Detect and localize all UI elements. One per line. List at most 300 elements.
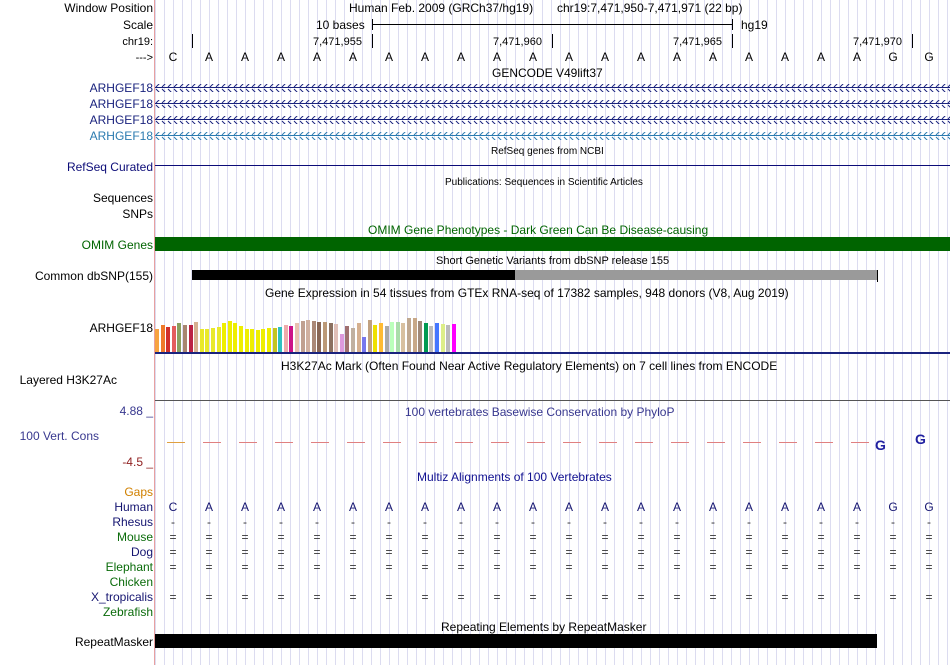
xtrop-align-cell: = [817,590,825,604]
human-base: A [744,500,753,514]
dog-align-cell: = [277,545,285,559]
dbsnp-title: Short Genetic Variants from dbSNP release 155 [436,255,670,267]
dog-align-cell: = [709,545,717,559]
rhesus-align-cell: - [567,515,571,529]
human-base: G [924,500,934,514]
rhesus-align-cell: - [747,515,751,529]
transcript-4 [155,132,950,140]
elephant-align-cell: = [781,560,789,574]
dog-align-cell: = [601,545,609,559]
phylop-score-mark [167,442,185,443]
gtex-tissue-bar[interactable] [446,325,450,352]
xtrop-align-cell: = [205,590,213,604]
ruler-tick-2 [552,34,553,48]
xtrop-align-cell: = [565,590,573,604]
dbsnp-variant-end [877,270,878,282]
sequence-base: A [528,50,537,64]
phylop-title: 100 vertebrates Basewise Conservation by PhyloP [405,405,675,419]
xtrop-align-cell: = [457,590,465,604]
refseq-title: RefSeq genes from NCBI [491,146,604,157]
gtex-baseline [155,352,950,354]
label-layered-h3k27ac[interactable]: Layered H3K27Ac [19,373,117,387]
elephant-align-cell: = [925,560,933,574]
sequence-base: A [492,50,501,64]
sequence-base: A [312,50,321,64]
sequence-base: G [888,50,898,64]
sequence-base: A [744,50,753,64]
ruler-assembly: Human Feb. 2009 (GRCh37/hg19) [349,1,534,15]
gtex-tissue-bar[interactable] [306,320,310,352]
sequence-base: A [780,50,789,64]
gtex-tissue-bar[interactable] [385,326,389,352]
track-image[interactable] [155,0,950,665]
elephant-align-cell: = [313,560,321,574]
label-strand-arrow: ---> [135,52,153,64]
human-base: G [888,500,898,514]
track-labels [0,0,153,665]
gtex-bar-chart[interactable] [155,300,555,352]
xtrop-align-cell: = [493,590,501,604]
human-base: A [312,500,321,514]
phylop-score-mark [635,442,653,443]
sequence-base: A [348,50,357,64]
label-scale: Scale [122,18,153,32]
elephant-align-cell: = [421,560,429,574]
phylop-logo-g2: G [915,431,926,447]
xtrop-align-cell: = [889,590,897,604]
rhesus-align-cell: - [675,515,679,529]
mouse-align-cell: = [457,530,465,544]
gtex-tissue-bar[interactable] [273,328,277,352]
dog-align-cell: = [493,545,501,559]
gtex-tissue-bar[interactable] [334,324,338,352]
ruler-coord-4: 7,471,970 [853,36,902,48]
label-repeatmasker[interactable]: RepeatMasker [74,635,153,649]
phylop-score-mark [563,442,581,443]
dog-align-cell: = [745,545,753,559]
xtrop-align-cell: = [241,590,249,604]
phylop-score-mark [455,442,473,443]
sequence-base: A [204,50,213,64]
gtex-tissue-bar[interactable] [401,323,405,352]
rhesus-align-cell: - [243,515,247,529]
phylop-score-mark [779,442,797,443]
sequence-base: C [168,50,178,64]
gtex-tissue-bar[interactable] [295,323,299,352]
mouse-align-cell: = [853,530,861,544]
dog-align-cell: = [205,545,213,559]
dog-align-cell: = [781,545,789,559]
mouse-align-cell: = [421,530,429,544]
gtex-tissue-bar[interactable] [340,334,344,352]
human-base: A [456,500,465,514]
label-sequences[interactable]: Sequences [92,191,153,205]
gtex-tissue-bar[interactable] [323,322,327,352]
ruler-coord-3: 7,471,965 [673,36,722,48]
mouse-align-cell: = [493,530,501,544]
gtex-tissue-bar[interactable] [189,325,193,352]
rhesus-align-cell: - [423,515,427,529]
gtex-tissue-bar[interactable] [301,321,305,352]
human-base: A [384,500,393,514]
xtrop-align-cell: = [601,590,609,604]
human-base: A [492,500,501,514]
gene-label-arhgef18-1[interactable]: ARHGEF18 [89,81,153,95]
mouse-align-cell: = [745,530,753,544]
mouse-align-cell: = [601,530,609,544]
species-rhesus: Rhesus [112,515,153,529]
sequence-base: A [672,50,681,64]
dog-align-cell: = [925,545,933,559]
gtex-tissue-bar[interactable] [177,323,181,352]
xtrop-align-cell: = [745,590,753,604]
gtex-tissue-bar[interactable] [418,321,422,352]
sequence-base: A [636,50,645,64]
xtrop-align-cell: = [277,590,285,604]
ruler-coord-2: 7,471,960 [493,36,542,48]
phylop-score-mark [743,442,761,443]
rhesus-align-cell: - [171,515,175,529]
phylop-score-mark [599,442,617,443]
rhesus-align-cell: - [927,515,931,529]
label-cons-max: 4.88 _ [119,404,153,418]
elephant-align-cell: = [205,560,213,574]
gtex-tissue-bar[interactable] [166,327,170,352]
xtrop-align-cell: = [853,590,861,604]
elephant-align-cell: = [745,560,753,574]
human-base: A [636,500,645,514]
rhesus-align-cell: - [855,515,859,529]
gtex-title: Gene Expression in 54 tissues from GTEx RNA-seq of 17382 samples, 948 donors (V8, Aug 2019) [265,286,789,300]
mouse-align-cell: = [889,530,897,544]
transcript-1 [155,84,950,92]
xtrop-align-cell: = [313,590,321,604]
dog-align-cell: = [457,545,465,559]
dog-align-cell: = [421,545,429,559]
gtex-tissue-bar[interactable] [161,325,165,352]
gtex-tissue-bar[interactable] [233,323,237,352]
phylop-score-mark [527,442,545,443]
label-snps[interactable]: SNPs [122,207,153,221]
gtex-tissue-bar[interactable] [261,329,265,352]
gtex-tissue-bar[interactable] [217,327,221,352]
repeatmasker-element[interactable] [155,634,877,648]
gtex-tissue-bar[interactable] [329,323,333,352]
gtex-tissue-bar[interactable] [284,325,288,352]
gtex-tissue-bar[interactable] [429,326,433,352]
phylop-score-mark [311,442,329,443]
gtex-tissue-bar[interactable] [435,323,439,352]
elephant-align-cell: = [493,560,501,574]
species-dog: Dog [130,545,153,559]
elephant-align-cell: = [385,560,393,574]
elephant-align-cell: = [673,560,681,574]
gtex-tissue-bar[interactable] [317,322,321,352]
phylop-score-mark [491,442,509,443]
mouse-align-cell: = [637,530,645,544]
mouse-align-cell: = [565,530,573,544]
gtex-tissue-bar[interactable] [183,325,187,352]
phylop-score-mark [851,442,869,443]
species-elephant: Elephant [105,560,153,574]
label-common-dbsnp[interactable]: Common dbSNP(155) [34,269,153,283]
xtrop-align-cell: = [421,590,429,604]
phylop-score-mark [815,442,833,443]
mouse-align-cell: = [205,530,213,544]
human-base: A [564,500,573,514]
sequence-base: G [924,50,934,64]
multiz-title: Multiz Alignments of 100 Vertebrates [417,470,612,484]
scale-bar-right-tick [732,19,733,30]
elephant-align-cell: = [817,560,825,574]
dog-align-cell: = [673,545,681,559]
mouse-align-cell: = [277,530,285,544]
label-gtex-gene[interactable]: ARHGEF18 [89,321,153,335]
human-base: A [816,500,825,514]
dog-align-cell: = [349,545,357,559]
species-chicken: Chicken [109,575,153,589]
xtrop-align-cell: = [781,590,789,604]
h3k27ac-baseline [155,400,950,401]
omim-title: OMIM Gene Phenotypes - Dark Green Can Be Disease-causing [368,223,709,237]
elephant-align-cell: = [529,560,537,574]
phylop-logo-g1: G [875,437,886,453]
human-base: A [708,500,717,514]
human-base: A [240,500,249,514]
species-zebrafish: Zebrafish [102,605,153,619]
label-100-vert-cons[interactable]: 100 Vert. Cons [19,429,99,443]
dbsnp-variant-gray[interactable] [515,270,877,280]
gtex-tissue-bar[interactable] [413,318,417,352]
ruler-coord-1: 7,471,955 [313,36,362,48]
scale-db: hg19 [741,18,768,32]
rhesus-align-cell: - [819,515,823,529]
gencode-transcripts[interactable] [155,80,950,144]
elephant-align-cell: = [565,560,573,574]
xtrop-align-cell: = [637,590,645,604]
rhesus-align-cell: - [891,515,895,529]
species-x-tropicalis: X_tropicalis [90,590,153,604]
gtex-tissue-bar[interactable] [396,322,400,352]
sequence-base: A [384,50,393,64]
sequence-base: A [600,50,609,64]
rhesus-align-cell: - [711,515,715,529]
label-cons-min: -4.5 _ [122,455,153,469]
ruler-tick-4 [912,34,913,48]
ruler-tick-1 [372,34,373,48]
rhesus-align-cell: - [531,515,535,529]
mouse-align-cell: = [709,530,717,544]
transcript-3 [155,116,950,124]
phylop-score-mark [383,442,401,443]
elephant-align-cell: = [457,560,465,574]
elephant-align-cell: = [277,560,285,574]
refseq-gene-line[interactable] [155,165,950,166]
dog-align-cell: = [889,545,897,559]
human-base: A [348,500,357,514]
gtex-tissue-bar[interactable] [194,322,198,352]
mouse-align-cell: = [169,530,177,544]
gene-label-arhgef18-2[interactable]: ARHGEF18 [89,97,153,111]
gtex-tissue-bar[interactable] [390,322,394,352]
rhesus-align-cell: - [639,515,643,529]
mouse-align-cell: = [529,530,537,544]
repeatmasker-title: Repeating Elements by RepeatMasker [441,620,647,634]
gtex-tissue-bar[interactable] [312,321,316,352]
xtrop-align-cell: = [709,590,717,604]
human-base: A [528,500,537,514]
xtrop-align-cell: = [925,590,933,604]
elephant-align-cell: = [241,560,249,574]
sequence-base: A [852,50,861,64]
elephant-align-cell: = [637,560,645,574]
xtrop-align-cell: = [673,590,681,604]
ruler-tick-3 [732,34,733,48]
gtex-tissue-bar[interactable] [211,328,215,352]
sequence-base: A [708,50,717,64]
phylop-score-mark [203,442,221,443]
label-chr: chr19: [122,36,153,48]
sequence-base: A [456,50,465,64]
gtex-tissue-bar[interactable] [452,324,456,352]
dog-align-cell: = [313,545,321,559]
mouse-align-cell: = [385,530,393,544]
human-base: A [672,500,681,514]
rhesus-align-cell: - [495,515,499,529]
gtex-tissue-bar[interactable] [424,323,428,352]
phylop-score-mark [347,442,365,443]
species-human: Human [114,500,153,514]
mouse-align-cell: = [673,530,681,544]
rhesus-align-cell: - [207,515,211,529]
gtex-tissue-bar[interactable] [345,326,349,352]
human-base: A [276,500,285,514]
gtex-tissue-bar[interactable] [222,323,226,352]
gtex-tissue-bar[interactable] [267,328,271,352]
gtex-tissue-bar[interactable] [362,337,366,352]
transcript-2 [155,100,950,108]
sequence-base: A [564,50,573,64]
human-base: A [780,500,789,514]
gtex-tissue-bar[interactable] [256,330,260,352]
xtrop-align-cell: = [529,590,537,604]
gtex-tissue-bar[interactable] [205,329,209,352]
human-base: A [600,500,609,514]
mouse-align-cell: = [781,530,789,544]
dog-align-cell: = [385,545,393,559]
dog-align-cell: = [637,545,645,559]
gtex-tissue-bar[interactable] [250,329,254,352]
gtex-tissue-bar[interactable] [228,321,232,352]
gtex-tissue-bar[interactable] [278,327,282,352]
elephant-align-cell: = [889,560,897,574]
label-refseq-curated[interactable]: RefSeq Curated [66,160,153,174]
gtex-tissue-bar[interactable] [245,329,249,352]
rhesus-align-cell: - [459,515,463,529]
phylop-score-mark [275,442,293,443]
label-gaps: Gaps [124,485,153,499]
rhesus-align-cell: - [603,515,607,529]
species-mouse: Mouse [116,530,153,544]
human-base: A [204,500,213,514]
dog-align-cell: = [853,545,861,559]
gtex-tissue-bar[interactable] [155,329,159,352]
gtex-tissue-bar[interactable] [368,320,372,352]
label-omim-genes[interactable]: OMIM Genes [81,238,153,252]
gtex-tissue-bar[interactable] [200,329,204,352]
gtex-tissue-bar[interactable] [441,324,445,352]
dog-align-cell: = [817,545,825,559]
gene-label-arhgef18-3[interactable]: ARHGEF18 [89,113,153,127]
sequence-base: A [420,50,429,64]
sequence-base: A [240,50,249,64]
gtex-tissue-bar[interactable] [239,326,243,352]
gencode-title: GENCODE V49lift37 [492,66,603,80]
ruler-tick-0 [192,34,193,48]
phylop-score-mark [239,442,257,443]
phylop-score-mark [671,442,689,443]
human-base: A [420,500,429,514]
xtrop-align-cell: = [169,590,177,604]
mouse-align-cell: = [313,530,321,544]
mouse-align-cell: = [241,530,249,544]
dbsnp-variant-black[interactable] [192,270,515,280]
publications-title: Publications: Sequences in Scientific Articles [445,177,643,188]
dog-align-cell: = [241,545,249,559]
human-base: C [168,500,178,514]
sequence-base: A [276,50,285,64]
elephant-align-cell: = [349,560,357,574]
phylop-score-mark [419,442,437,443]
human-base: A [852,500,861,514]
dog-align-cell: = [169,545,177,559]
gtex-tissue-bar[interactable] [172,326,176,352]
rhesus-align-cell: - [351,515,355,529]
scale-label: 10 bases [316,18,365,32]
gtex-tissue-bar[interactable] [373,325,377,352]
mouse-align-cell: = [817,530,825,544]
gtex-tissue-bar[interactable] [407,318,411,352]
gene-label-arhgef18-4[interactable]: ARHGEF18 [89,129,153,143]
h3k27ac-title: H3K27Ac Mark (Often Found Near Active Regulatory Elements) on 7 cell lines from ENCODE [281,359,778,373]
omim-feature-bar[interactable] [155,237,950,251]
phylop-score-mark [707,442,725,443]
dog-align-cell: = [565,545,573,559]
gtex-tissue-bar[interactable] [289,326,293,352]
rhesus-align-cell: - [387,515,391,529]
mouse-align-cell: = [349,530,357,544]
ruler-position: chr19:7,471,950-7,471,971 (22 bp) [557,1,743,15]
label-window-position: Window Position [64,1,153,15]
scale-bar [372,24,733,25]
rhesus-align-cell: - [783,515,787,529]
gtex-tissue-bar[interactable] [351,328,355,352]
sequence-base: A [816,50,825,64]
elephant-align-cell: = [169,560,177,574]
elephant-align-cell: = [709,560,717,574]
mouse-align-cell: = [925,530,933,544]
rhesus-align-cell: - [315,515,319,529]
gtex-tissue-bar[interactable] [357,323,361,352]
dog-align-cell: = [529,545,537,559]
elephant-align-cell: = [853,560,861,574]
xtrop-align-cell: = [349,590,357,604]
scale-bar-left-tick [372,19,373,30]
xtrop-align-cell: = [385,590,393,604]
rhesus-align-cell: - [279,515,283,529]
elephant-align-cell: = [601,560,609,574]
gtex-tissue-bar[interactable] [379,323,383,352]
